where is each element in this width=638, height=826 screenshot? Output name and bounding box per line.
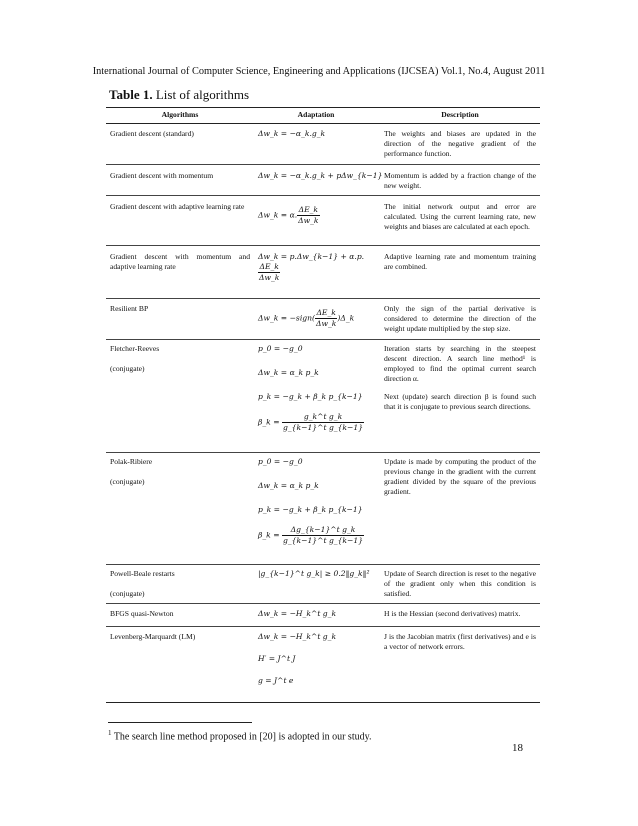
footnote-separator xyxy=(108,722,252,723)
footnote xyxy=(108,729,371,742)
adaptation-formula: |g_{k−1}^t g_k| ≥ 0.2‖g_k‖² xyxy=(258,569,370,578)
description: Update of Search direction is reset to the negative of the gradient only when this condition is satisfied. xyxy=(384,569,536,599)
adaptation-formula: Δw_k = p.Δw_{k−1} + α.p. $\frac{\Delta E\_k}{\Delta w\_k}$ xyxy=(258,252,365,283)
row-divider xyxy=(106,626,540,627)
row-divider xyxy=(106,452,540,453)
description: Momentum is added by a fraction change of the new weight. xyxy=(384,171,536,191)
algorithm-name: Resilient BP xyxy=(110,304,149,313)
col-header-adaptation: Adaptation xyxy=(297,110,335,119)
row-divider xyxy=(106,564,540,565)
algorithm-name: Fletcher-Reeves (conjugate) xyxy=(110,344,160,374)
row-divider xyxy=(106,195,540,196)
description: The initial network output and error are calculated. Using the current learning rate, new weights and biases are calculated at each epoch. xyxy=(384,202,536,232)
description: The weights and biases are updated in the direction of the negative gradient of the performance function. xyxy=(384,129,536,159)
row-divider xyxy=(106,298,540,299)
row-divider xyxy=(106,339,540,340)
footnote-mark: 1 xyxy=(108,729,112,737)
description: H is the Hessian (second derivatives) matrix. xyxy=(384,609,521,618)
algorithm-name: Gradient descent (standard) xyxy=(110,129,194,138)
description: Update is made by computing the product of the previous change in the gradient with the current gradient divided by the square of the previous gradient. xyxy=(384,457,536,497)
table-title xyxy=(109,87,249,103)
description: Only the sign of the partial derivative is considered to determine the direction of the weight update multiplied by the step size. xyxy=(384,304,536,334)
adaptation-formula: Δw_k = −sign( $\frac{\Delta E\_k}{\Delta w\_k}$ )Δ_k xyxy=(258,308,355,329)
table-bottom-rule xyxy=(106,702,540,703)
adaptation-formula: Δw_k = −H_k^t g_k xyxy=(258,609,337,618)
footnote-text: The search line method proposed in [20] is adopted in our study. xyxy=(111,731,372,743)
algorithm-name: BFGS quasi-Newton xyxy=(110,609,174,618)
row-divider xyxy=(106,164,540,165)
adaptation-formula: Δw_k = −H_k^t g_k H′ = J^t J g = J^t e xyxy=(258,632,337,686)
description: Adaptive learning rate and momentum training are combined. xyxy=(384,252,536,272)
algorithm-name: Polak-Ribiere (conjugate) xyxy=(110,457,153,487)
algorithm-name: Powell-Beale restarts (conjugate) xyxy=(110,569,175,599)
adaptation-formula: Δw_k = −α_k.g_k + pΔw_{k−1} xyxy=(258,171,383,180)
algorithm-name: Levenberg-Marquardt (LM) xyxy=(110,632,196,641)
algorithm-name: Gradient descent with momentum and adaptive learning rate xyxy=(110,252,250,272)
journal-header: International Journal of Computer Science, Engineering and Applications (IJCSEA) Vol.1, No.4, August 2011 xyxy=(92,66,546,77)
row-divider xyxy=(106,245,540,246)
table-label: Table 1. xyxy=(109,87,153,102)
table-caption: List of algorithms xyxy=(155,87,250,102)
adaptation-formula: Δw_k = α. $\frac{\Delta E\_k}{\Delta w\_k}$ xyxy=(258,205,319,226)
description: J is the Jacobian matrix (first derivatives) and e is a vector of network errors. xyxy=(384,632,536,652)
adaptation-formula: p_0 = −g_0 Δw_k = α_k p_k p_k = −g_k + β_k p_{k−1} β_k = $\frac{\text{g\_k\textasciicircum{}t g\_k}}{\text{g\_\{k−1\}\textasciicircum{}t g\_\{k−1\}}}$ xyxy=(258,344,364,433)
adaptation-formula: Δw_k = −α_k.g_k xyxy=(258,129,326,138)
algorithm-name: Gradient descent with momentum xyxy=(110,171,214,180)
description: Iteration starts by searching in the steepest descent direction. A search line method¹ is employed to find the optimal current search direction α. Next (update) search direction β is found such that it is conjugate to previous search directions. xyxy=(384,344,536,412)
adaptation-formula: p_0 = −g_0 Δw_k = α_k p_k p_k = −g_k + β_k p_{k−1} β_k = $\frac{\text{Δg\_\{k−1\}\textasciicircum{}t g\_k}}{\text{g\_\{k−1\}\textasciicircum{}t g\_\{k−1\}}}$ xyxy=(258,457,364,546)
col-header-description: Description xyxy=(441,110,479,119)
row-divider xyxy=(106,603,540,604)
col-header-algorithms: Algorithms xyxy=(161,110,199,119)
table-header-rule xyxy=(106,123,540,124)
algorithm-name: Gradient descent with adaptive learning rate xyxy=(110,202,245,211)
page-number: 18 xyxy=(512,742,523,754)
table-top-rule xyxy=(106,107,540,108)
